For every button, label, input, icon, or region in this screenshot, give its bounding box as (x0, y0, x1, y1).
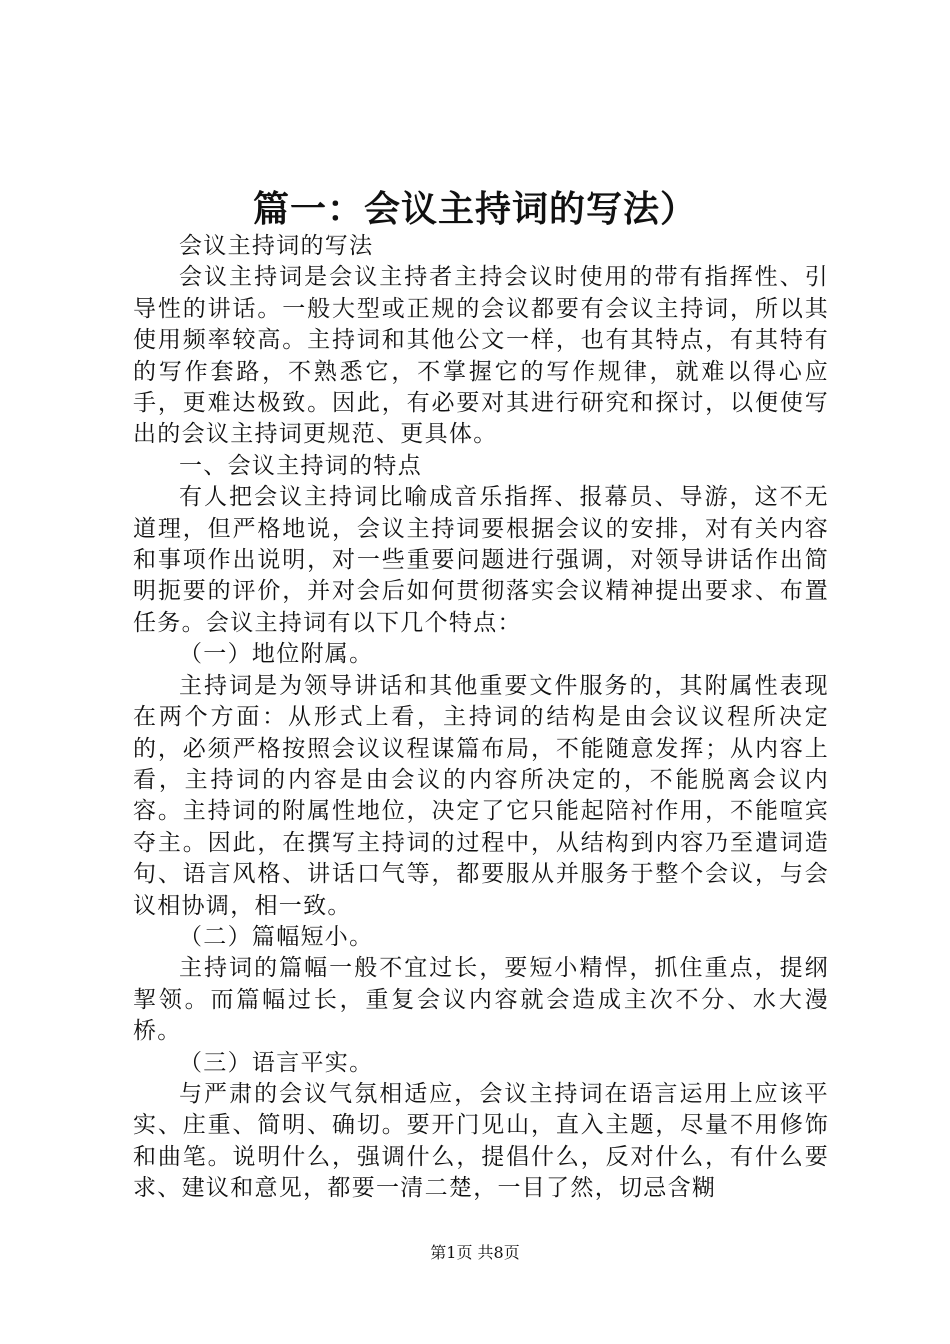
paragraph-intro: 会议主持词是会议主持者主持会议时使用的带有指挥性、引导性的讲话。一般大型或正规的会议都要有会议主持词，所以其使用频率较高。主持词和其他公文一样，也有其特点，有其特有的写作套路，不熟悉它，不掌握它的写作规律，就难以得心应手，更难达极致。因此，有必要对其进行研究和探讨，以便使写出的会议主持词更规范、更具体。 (133, 264, 829, 448)
paragraph-subsection-2: 主持词的篇幅一般不宜过长，要短小精悍，抓住重点，提纲挈领。而篇幅过长，重复会议内容就会造成主次不分、水大漫桥。 (133, 955, 829, 1045)
subsection-heading-2: （二）篇幅短小。 (179, 923, 374, 950)
paragraph-subsection-3: 与严肃的会议气氛相适应，会议主持词在语言运用上应该平实、庄重、简明、确切。要开门见山，直入主题，尽量不用修饰和曲笔。说明什么，强调什么，提倡什么，反对什么，有什么要求、建议和意见，都要一清二楚，一目了然，切忌含糊 (133, 1080, 829, 1202)
document-body (133, 231, 829, 1205)
document-title: 篇一：会议主持词的写法） (252, 188, 697, 230)
section-heading-features: 一、会议主持词的特点 (179, 452, 422, 479)
paragraph-heading-subtitle: 会议主持词的写法 (179, 233, 374, 259)
subsection-heading-3: （三）语言平实。 (179, 1049, 374, 1076)
subsection-heading-1: （一）地位附属。 (179, 641, 374, 668)
paragraph-features-overview: 有人把会议主持词比喻成音乐指挥、报幕员、导游，这不无道理，但严格地说，会议主持词要根据会议的安排，对有关内容和事项作出说明，对一些重要问题进行强调，对领导讲话作出简明扼要的评价，并对会后如何贯彻落实会议精神提出要求、布置任务。会议主持词有以下几个特点： (133, 484, 829, 636)
page-footer: 第1页 共8页 (430, 1243, 520, 1262)
paragraph-subsection-1: 主持词是为领导讲话和其他重要文件服务的，其附属性表现在两个方面：从形式上看，主持词的结构是由会议议程所决定的，必须严格按照会议议程谋篇布局，不能随意发挥；从内容上看，主持词的内容是由会议的内容所决定的，不能脱离会议内容。主持词的附属性地位，决定了它只能起陪衬作用，不能喧宾夺主。因此，在撰写主持词的过程中，从结构到内容乃至遣词造句、语言风格、讲话口气等，都要服从并服务于整个会议，与会议相协调，相一致。 (133, 672, 829, 919)
